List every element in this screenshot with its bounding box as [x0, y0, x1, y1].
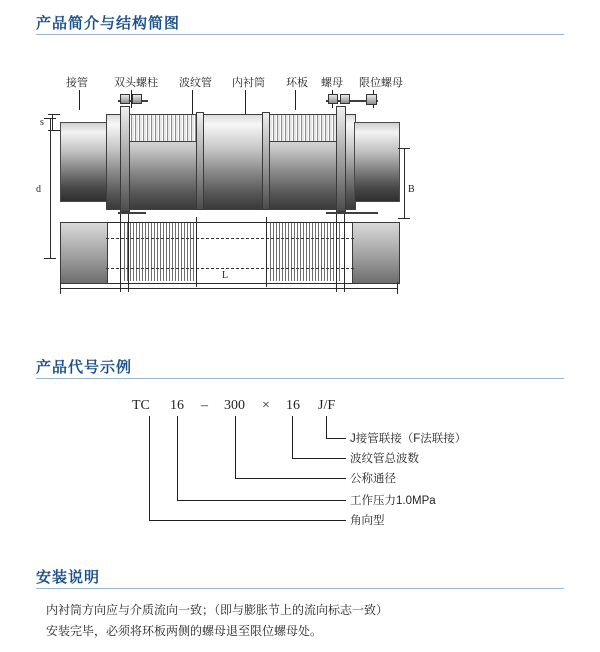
dimension-tick-s-top — [48, 114, 60, 115]
middle-plate-right — [262, 112, 270, 210]
section-hatch-left — [122, 223, 196, 281]
code-token-pressure: 16 — [170, 398, 184, 413]
code-desc-diameter: 公称通径 — [350, 473, 396, 485]
ring-plate-right — [336, 106, 346, 212]
ring-plate-left — [120, 106, 130, 212]
section-stud-left — [118, 212, 146, 214]
section-mid-left — [196, 217, 197, 287]
code-line-pressure — [177, 416, 178, 500]
dimension-tick-L-right — [397, 282, 398, 294]
code-conn-connection — [326, 438, 346, 439]
callout-label-5: 环板 — [286, 77, 308, 89]
nut-left-2 — [132, 94, 142, 104]
callout-label-7: 限位螺母 — [359, 77, 403, 89]
dimension-label-L: L — [222, 270, 229, 281]
leader-line-1 — [79, 90, 80, 110]
section-view-frame — [60, 222, 400, 284]
section-plate-left — [120, 212, 121, 292]
section-hatch-right — [268, 223, 340, 281]
code-token-diameter: 300 — [224, 398, 245, 413]
leader-line-5 — [295, 90, 296, 110]
code-token-dash: – — [201, 398, 208, 413]
code-desc-model: 角向型 — [350, 515, 385, 527]
dimension-line-s — [52, 114, 53, 130]
code-line-model — [149, 416, 150, 520]
code-conn-diameter — [235, 478, 346, 479]
code-desc-waves: 波纹管总波数 — [350, 453, 419, 465]
dimension-label-s: s — [40, 117, 44, 128]
section-plate-right — [336, 212, 337, 292]
code-token-times: × — [262, 398, 270, 413]
install-note-line-1: 内衬筒方向应与介质流向一致；（即与膨胀节上的流向标志一致） — [46, 603, 389, 617]
product-code-breakdown — [36, 398, 564, 548]
section-divider-install — [36, 588, 564, 589]
section-pipe-right — [352, 222, 400, 284]
dimension-label-B: B — [408, 184, 415, 195]
dimension-line-d — [50, 118, 51, 258]
dimension-tick-B-bottom — [398, 218, 410, 219]
section-plate-left-2 — [128, 212, 129, 292]
section-stud-right — [326, 212, 378, 214]
dimension-tick-d-top — [44, 118, 56, 119]
section-divider-code — [36, 378, 564, 379]
code-desc-pressure: 工作压力1.0MPa — [350, 495, 436, 507]
nut-left-1 — [120, 94, 130, 104]
middle-plate-left — [196, 112, 204, 210]
centerline-upper — [106, 238, 354, 239]
pipe-left — [60, 122, 108, 202]
callout-label-4: 内衬筒 — [232, 77, 265, 89]
code-line-diameter — [235, 416, 236, 478]
code-line-connection — [326, 416, 327, 438]
code-line-waves — [292, 416, 293, 458]
limit-nut — [366, 94, 377, 105]
code-conn-waves — [292, 458, 346, 459]
section-title-code: 产品代号示例 — [36, 359, 133, 376]
callout-label-1: 接管 — [66, 77, 88, 89]
section-pipe-left — [60, 222, 108, 284]
code-conn-model — [149, 520, 346, 521]
dimension-tick-B-top — [398, 148, 410, 149]
section-mid-right — [266, 217, 267, 287]
code-token-waves: 16 — [286, 398, 300, 413]
dimension-tick-L-left — [60, 282, 61, 294]
structure-diagram — [36, 62, 564, 292]
bellows-convolutions-right — [268, 114, 342, 142]
nut-right-2 — [340, 94, 350, 104]
dimension-label-d: d — [36, 184, 41, 195]
dimension-line-B — [404, 148, 405, 218]
callout-label-2: 双头螺柱 — [114, 77, 158, 89]
dimension-line-L — [60, 288, 398, 289]
code-token-connection: J/F — [318, 398, 336, 413]
install-note-line-2: 安装完毕，必须将环板两侧的螺母退至限位螺母处。 — [46, 624, 323, 638]
pipe-right — [354, 122, 400, 202]
code-token-model: TC — [132, 398, 150, 413]
section-title-install: 安装说明 — [36, 569, 101, 586]
code-conn-pressure — [177, 500, 346, 501]
bellows-convolutions-left — [122, 114, 200, 142]
dimension-tick-d-bottom — [44, 258, 56, 259]
code-desc-connection: J接管联接（F法联接） — [350, 433, 467, 445]
nut-right-1 — [328, 94, 338, 104]
install-notes — [46, 600, 556, 642]
callout-label-6: 螺母 — [321, 77, 343, 89]
section-divider-intro — [36, 34, 564, 35]
section-title-intro: 产品简介与结构简图 — [36, 15, 181, 32]
section-plate-right-2 — [344, 212, 345, 292]
callout-label-3: 波纹管 — [179, 77, 212, 89]
centerline-lower — [106, 268, 354, 269]
